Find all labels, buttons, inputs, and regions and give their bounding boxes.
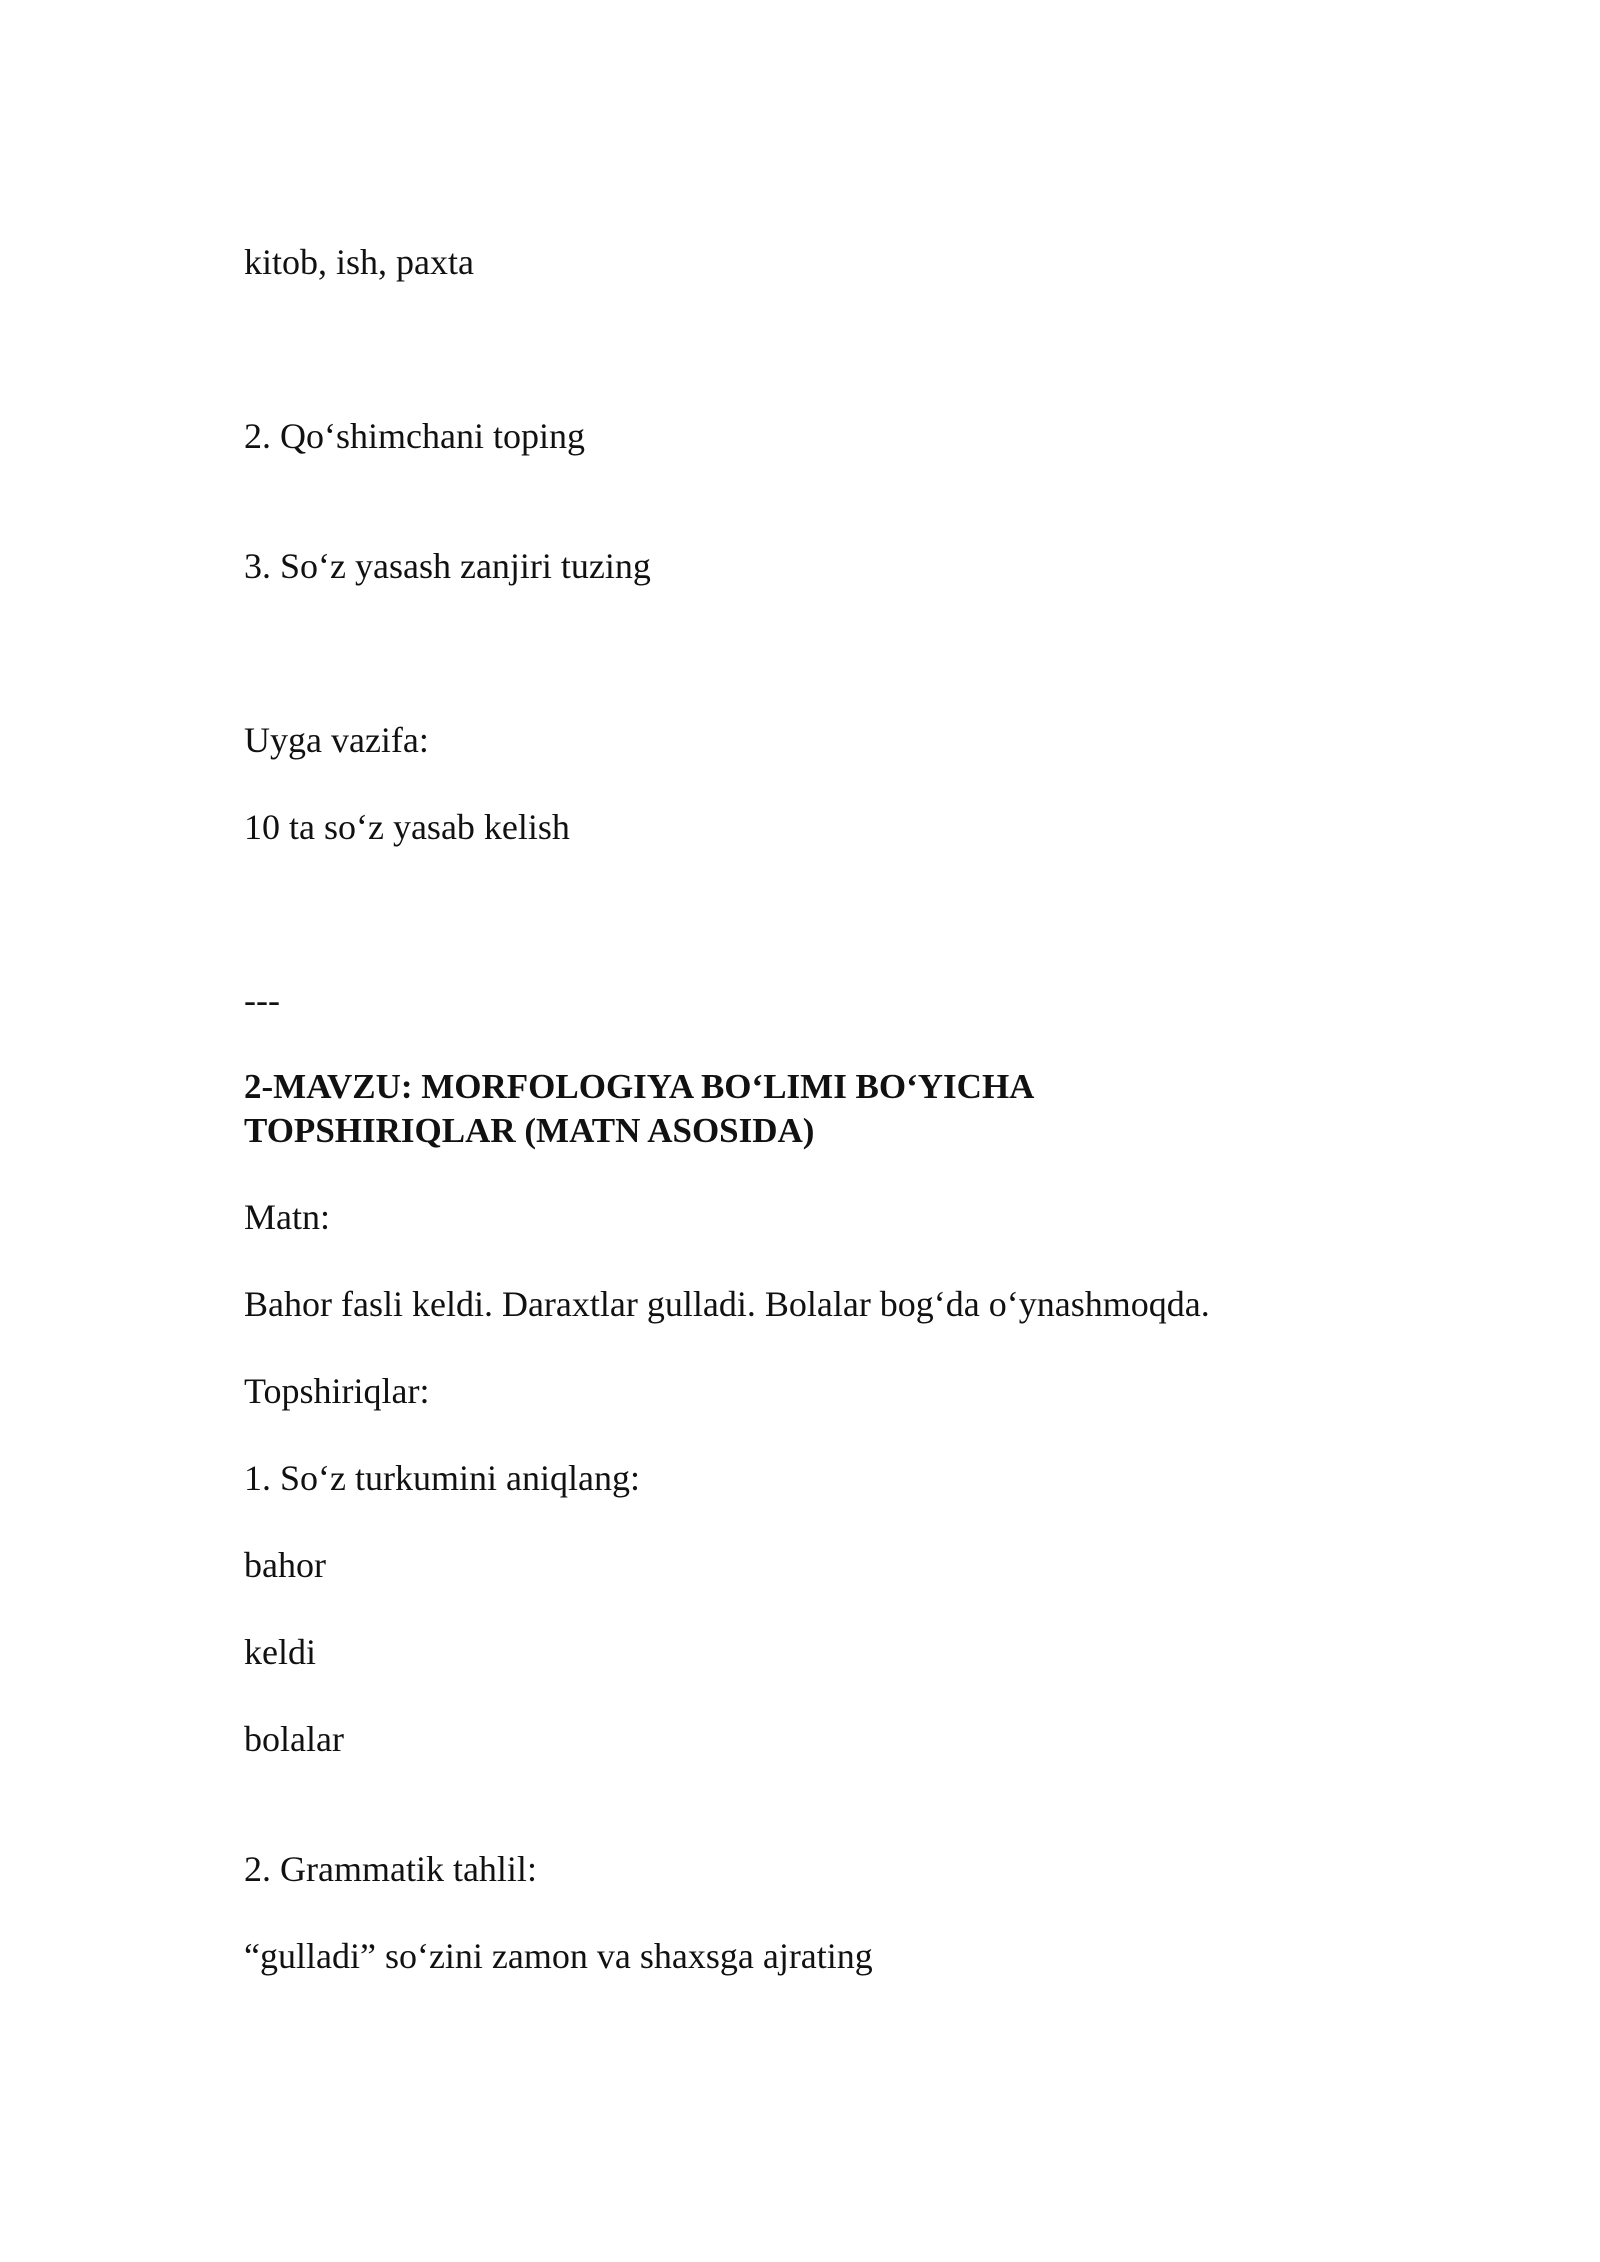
section-heading-line-2: TOPSHIRIQLAR (MATN ASOSIDA) (244, 1111, 815, 1150)
task-part-of-speech: 1. So‘z turkumini aniqlang: (244, 1458, 640, 1498)
separator: --- (244, 980, 280, 1020)
text-label: Matn: (244, 1197, 330, 1237)
tasks-label: Topshiriqlar: (244, 1371, 430, 1411)
list-item: bahor (244, 1545, 326, 1585)
homework-text: 10 ta so‘z yasab kelish (244, 807, 570, 847)
task-word-chain: 3. So‘z yasash zanjiri tuzing (244, 546, 651, 586)
task-find-suffix: 2. Qo‘shimchani toping (244, 416, 585, 456)
text-body: Bahor fasli keldi. Daraxtlar gulladi. Bolalar bog‘da o‘ynashmoqda. (244, 1284, 1210, 1324)
section-heading (244, 1065, 1444, 1153)
section-heading-line-1: 2-MAVZU: MORFOLOGIYA BO‘LIMI BO‘YICHA (244, 1067, 1035, 1106)
word-list: kitob, ish, paxta (244, 242, 474, 282)
task-grammar-analysis: 2. Grammatik tahlil: (244, 1849, 537, 1889)
list-item: bolalar (244, 1719, 344, 1759)
homework-label: Uyga vazifa: (244, 720, 429, 760)
list-item: keldi (244, 1632, 316, 1672)
grammar-analysis-text: “gulladi” so‘zini zamon va shaxsga ajrating (244, 1936, 873, 1976)
